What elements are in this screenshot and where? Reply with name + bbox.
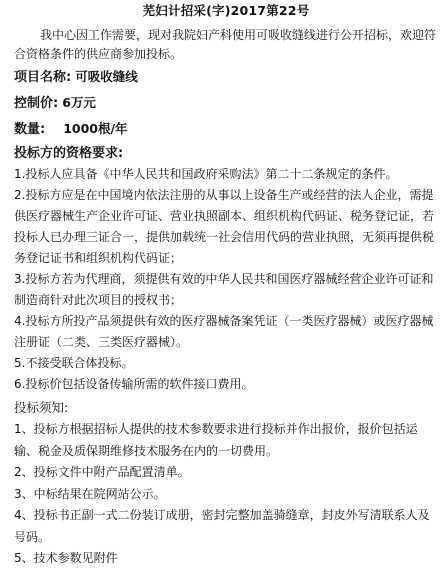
note-item: 4、投标书正副一式二份装订成册，密封完整加盖骑缝章，封皮外写清联系人及号码。 (14, 508, 430, 544)
quantity-label: 数量: (14, 122, 46, 137)
qualification-item: 3.投标方若为代理商，须提供有效的中华人民共和国医疗器械经营企业许可证和制造商针对此次项目的授权书； (14, 272, 434, 307)
note-item: 2、投标文件中附产品配置清单。 (14, 465, 190, 479)
project-name-label: 项目名称: (14, 70, 72, 85)
qualifications-list (14, 164, 438, 395)
qualification-item: 5.不接受联合体投标。 (14, 356, 134, 370)
control-price-value: 6万元 (62, 95, 96, 110)
note-item: 5、技术参数见附件 (14, 551, 118, 565)
qualifications-heading: 投标方的资格要求: (14, 146, 124, 161)
qualification-item: 4.投标方所投产品须提供有效的医疗器械备案凭证（一类医疗器械）或医疗器械注册证（二类、三类医疗器械）。 (14, 314, 434, 349)
project-name-value: 可吸收缝线 (75, 69, 138, 84)
note-item: 3、中标结果在院网站公示。 (14, 486, 166, 501)
qualification-item: 1.投标人应具备《中华人民共和国政府采购法》第二十二条规定的条件。 (14, 167, 398, 181)
document-title: 芜妇计招采(字)2017第22号 (142, 3, 310, 18)
notes-list (14, 419, 438, 570)
quantity-row (14, 116, 438, 142)
intro-paragraph: 我中心因工作需要，现对我院妇产科使用可吸收缝线进行公开招标，欢迎符合资格条件的供应商参加投标。 (14, 28, 437, 61)
notes-heading: 投标须知: (14, 400, 69, 415)
note-item: 1、投标方根据招标人提供的技术参数要求进行投标并作出报价，报价包括运输、税金及质保期维修技术服务在内的一切费用。 (14, 422, 418, 458)
qualification-item: 2.投标方应是在中国境内依法注册的从事以上设备生产或经营的法人企业，需提供医疗器械生产企业许可证、营业执照副本、组织机构代码证、税务登记证，若投标人已办理三证合一，提供加载统一社会信用代码的营业执照，无须再提供税务登记证书和组织机构代码证； (14, 188, 435, 265)
project-name-row (14, 64, 438, 90)
control-price-label: 控制价: (14, 96, 59, 111)
qualification-item: 6.投标价包括设备传输所需的软件接口费用。 (14, 377, 254, 391)
quantity-value: 1000根/年 (63, 121, 128, 136)
control-price-row (14, 90, 438, 116)
